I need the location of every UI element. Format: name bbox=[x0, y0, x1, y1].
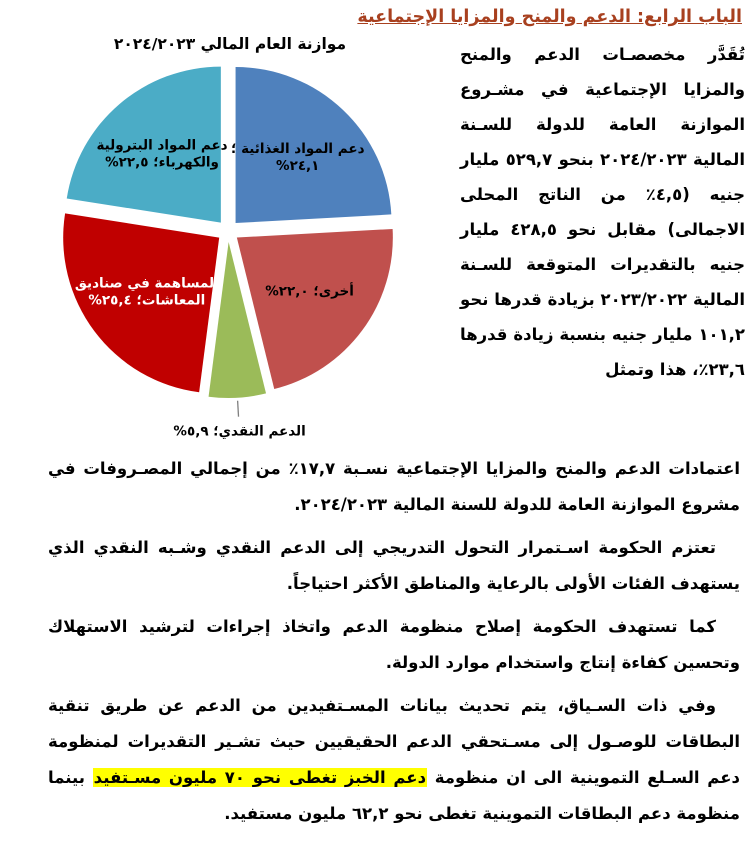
page-title: الباب الرابع: الدعم والمنح والمزايا الإجتماعية bbox=[357, 7, 742, 27]
paragraph-beneficiary-data bbox=[48, 688, 740, 832]
label-leader-line bbox=[238, 401, 239, 417]
beneficiary-text-after: بينما منظومة دعم البطاقات التموينية تغطى نحو ٦٢,٢ مليون مستفيد. bbox=[48, 768, 740, 823]
pie-slice-label: دعم المواد البترولية والكهرباء؛ ٢٢,٥% bbox=[96, 137, 228, 171]
pie-slice bbox=[237, 229, 393, 389]
pie-slice-label: الدعم النقدي؛ ٥,٩% bbox=[173, 423, 306, 440]
pie-slice-label: دعم المواد الغذائية ؛ ٢٤,١% bbox=[230, 140, 365, 174]
main-row bbox=[0, 27, 748, 449]
pie-slice-label: أخرى؛ ٢٢,٠% bbox=[265, 283, 354, 300]
chart-title: موازنة العام المالي ٢٠٢٤/٢٠٢٣ bbox=[113, 35, 347, 53]
beneficiary-text-before: وفي ذات السـياق، يتم تحديث بيانات المسـتفيدين من الدعم عن طريق تنقية البطاقات للوصـول إلى مسـتحقي الدعم الحقيقيين حيث تشـير التقديرات لمنظومة دعم السـلع التموينية الى ان منظومة bbox=[48, 696, 740, 787]
paragraph-allocations-share: اعتمادات الدعم والمنح والمزايا الإجتماعية نسـبة ١٧,٧٪ من إجمالي المصـروفات في مشروع الموازنة العامة للدولة للسنة المالية ٢٠٢٤/٢٠٢٣. bbox=[48, 459, 740, 514]
paragraph-subsidy-reform: كما تستهدف الحكومة إصلاح منظومة الدعم واتخاذ إجراءات لترشيد الاستهلاك وتحسين كفاءة إنتاج واستخدام موارد الدولة. bbox=[48, 617, 740, 672]
intro-paragraph-text: تُقَدَّر مخصصـات الدعم والمنح والمزايا الإجتماعية في مشـروع الموازنة العامة للدولة للسـنة المالية ٢٠٢٤/٢٠٢٣ بنحو ٥٢٩,٧ مليار جنيه (٤,٥٪ من الناتج المحلى الاجمالى) مقابل نحو ٤٢٨,٥ مليار جنيه بالتقديرات المتوقعة للسـنة المالية ٢٠٢٣/٢٠٢٢ بزيادة قدرها نحو ١٠١,٢ مليار جنيه بنسبة زيادة قدرها ٢٣,٦٪، هذا وتمثل bbox=[460, 45, 745, 379]
header bbox=[0, 0, 748, 27]
pie-slice-label: المساهمة في صناديق المعاشات؛ ٢٥,٤% bbox=[74, 275, 219, 309]
highlighted-bread-subsidy: دعم الخبز تغطى نحو ٧٠ مليون مسـتفيد bbox=[93, 768, 427, 787]
body-paragraphs bbox=[0, 449, 748, 832]
intro-paragraph bbox=[450, 27, 748, 387]
paragraph-cash-transition: تعتزم الحكومة اسـتمرار التحول التدريجي إلى الدعم النقدي وشـبه النقدي الذي يستهدف الفئات الأولى بالرعاية والمناطق الأكثر احتياجاً. bbox=[48, 538, 740, 593]
chart-area bbox=[0, 27, 450, 449]
pie-chart bbox=[4, 53, 446, 449]
